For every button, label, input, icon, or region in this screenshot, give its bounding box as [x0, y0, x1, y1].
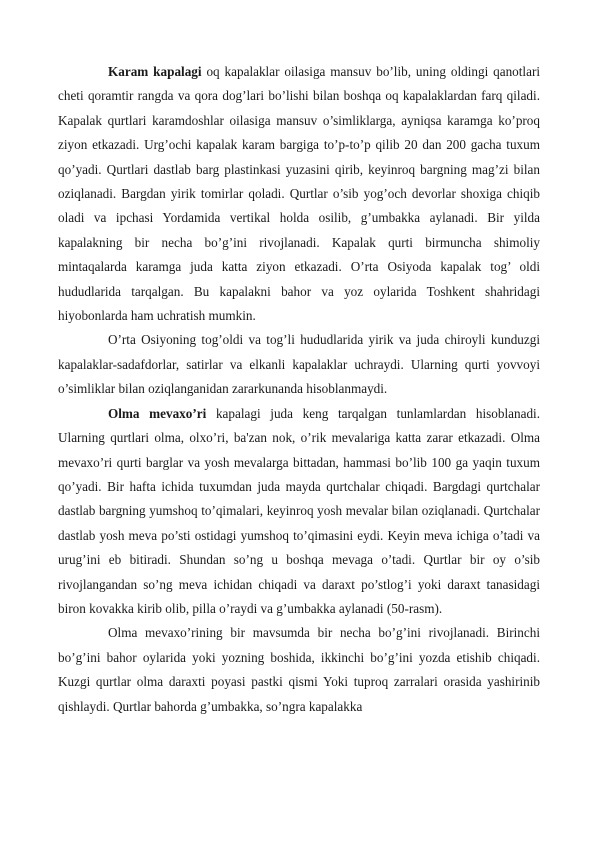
paragraph-text: O’rta Osiyoning tog’oldi va tog’li hududlarida yirik va juda chiroyli kunduzgi kapalaklar-sadafdorlar, satirlar va elkanli kapalaklar uchraydi. Ularning qurti yovvoyi o’simliklar bilan oziqlanganidan zararkunanda hisoblanmaydi.: [58, 332, 540, 397]
document-page: [58, 60, 540, 719]
paragraph-text: Olma mevaxo’rining bir mavsumda bir necha bo’g’ini rivojlanadi. Birinchi bo’g’ini bahor oylarida yoki yozning boshida, ikkinchi bo’g’ini yozda etishib chiqadi. Kuzgi qurtlar olma daraxti poyasi pastki qismi Yoki tuproq zarralari orasida yashirinib qishlaydi. Qurtlar bahorda g’umbakka, so’ngra kapalakka: [58, 625, 540, 714]
term-karam-kapalagi: Karam kapalagi: [108, 64, 202, 79]
term-olma-mevaxori: Olma mevaxo’ri: [108, 405, 207, 421]
paragraph-tog-oldi: [58, 328, 540, 401]
paragraph-text: kapalagi juda keng tarqalgan tunlamlardan hisoblanadi. Ularning qurtlari olma, olxo’ri, ba'zan nok, o’rik mevalariga katta zarar etkazadi. Olma mevaxo’ri qurti barglar va yosh mevalarga bittadan, hammasi bo’lib 100 ga yaqin tuxum qo’yadi. Bir hafta ichida tuxumdan juda mayda qurtchalar chiqadi. Bargdagi qurtchalar dastlab bargning yumshoq to’qimalari, keyinroq yosh mevalar bilan oziqlanadi. Qurtchalar dastlab yosh meva po’sti ostidagi yumshoq to’qimasini eydi. Keyin meva ichiga o’tadi va urug’ini eb bitiradi. Shundan so’ng u boshqa mevaga o’tadi. Qurtlar bir oy o’sib rivojlangandan so’ng meva ichidan chiqadi va daraxt po’stlog’i yoki daraxt tanasidagi biron kovakka kirib olib, pilla o’raydi va g’umbakka aylanadi (50-rasm).: [58, 405, 541, 616]
paragraph-karam-kapalagi: [58, 60, 540, 328]
paragraph-olma-mevaxori: [58, 402, 540, 622]
paragraph-text: oq kapalaklar oilasiga mansuv bo’lib, uning oldingi qanotlari cheti qoramtir rangda va qora dog’lari bo’lishi bilan boshqa oq kapalaklardan farq qiladi. Kapalak qurtlari karamdoshlar oilasiga mansuv o’simliklarga, ayniqsa karamga ko’proq ziyon etkazadi. Urg’ochi kapalak karam bargiga to’p-to’p qilib 20 dan 200 gacha tuxum qo’yadi. Qurtlari dastlab barg plastinkasi yuzasini qirib, keyinroq bargning mag’zi bilan oziqlanadi. Bargdan yirik tomirlar qoladi. Qurtlar o’sib yog’och devorlar shoxiga chiqib oladi va ipchasi Yordamida vertikal holda osilib, g’umbakka aylanadi. Bir yilda kapalakning bir necha bo’g’ini rivojlanadi. Kapalak qurti birmuncha shimoliy mintaqalarda karamga juda katta ziyon etkazadi. O’rta Osiyoda kapalak tog’ oldi hududlarida tarqalgan. Bu kapalakni bahor va yoz oylarida Toshkent shahridagi hiyobonlarda ham uchratish mumkin.: [58, 64, 541, 324]
paragraph-mavsum: [58, 621, 540, 719]
